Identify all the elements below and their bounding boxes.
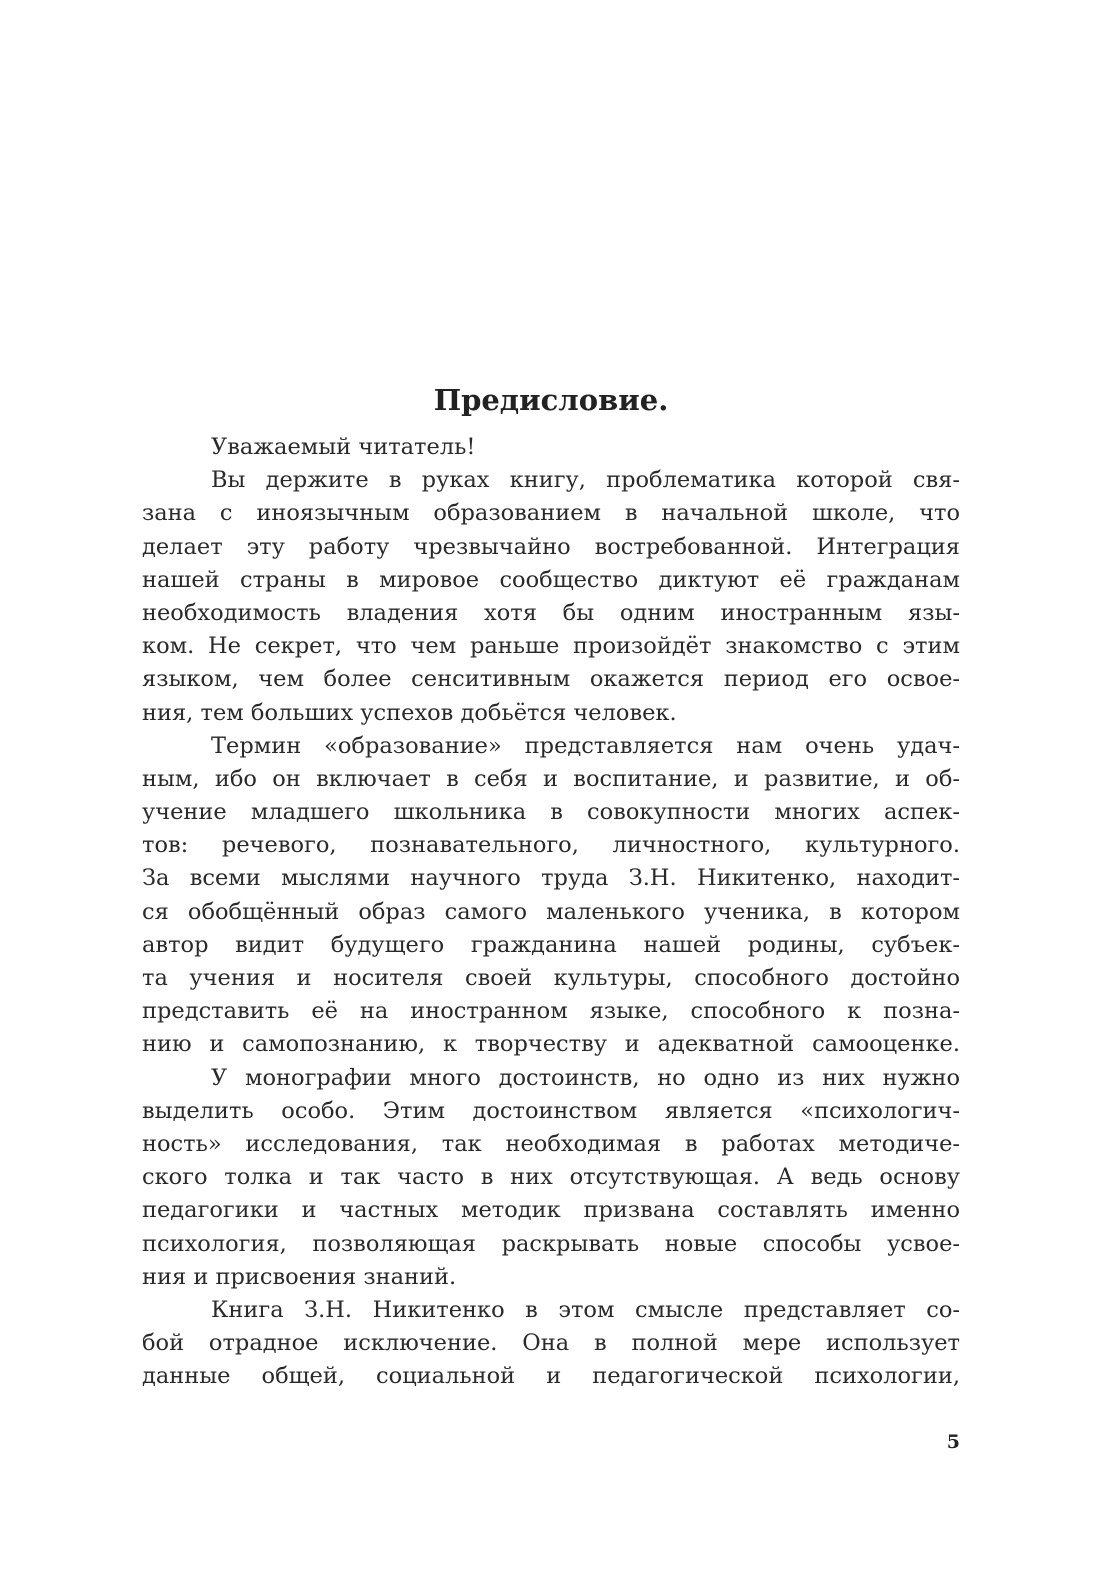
text-line: представить её на иностранном языке, способного к позна-: [142, 998, 960, 1025]
page-number: 5: [946, 1431, 960, 1453]
text-line: учение младшего школьника в совокупности многих аспек-: [142, 799, 960, 826]
text-line: педагогики и частных методик призвана составлять именно: [142, 1197, 960, 1224]
text-line: та учения и носителя своей культуры, способного достойно: [142, 965, 960, 991]
text-line: необходимость владения хотя бы одним иностранным язы-: [142, 599, 960, 626]
text-line: Уважаемый читатель!: [211, 434, 476, 460]
text-line: ся обобщённый образ самого маленького ученика, в котором: [142, 898, 960, 925]
text-line: Книга З.Н. Никитенко в этом смысле представляет со-: [211, 1296, 960, 1323]
text-line: языком, чем более сенситивным окажется период его освое-: [142, 666, 960, 693]
text-line: ком. Не секрет, что чем раньше произойдёт знакомство с этим: [142, 633, 960, 660]
text-line: выделить особо. Этим достоинством является «психологич-: [142, 1097, 960, 1124]
page-title: Предисловие.: [433, 383, 669, 417]
text-line: психология, позволяющая раскрывать новые способы усвое-: [142, 1230, 960, 1257]
text-line: нию и самопознанию, к творчеству и адекватной самооценке.: [142, 1031, 960, 1058]
text-line: ния, тем больших успехов добьётся человек.: [142, 699, 677, 726]
text-line: ского толка и так часто в них отсутствующая. А ведь основу: [142, 1164, 960, 1191]
text-line: бой отрадное исключение. Она в полной мере использует: [142, 1330, 960, 1357]
text-line: делает эту работу чрезвычайно востребованной. Интеграция: [142, 533, 960, 560]
text-line: нашей страны в мировое сообщество диктуют её гражданам: [142, 566, 960, 593]
text-line: тов: речевого, познавательного, личностного, культурного.: [142, 832, 960, 859]
text-line: Вы держите в руках книгу, проблематика которой свя-: [211, 467, 960, 494]
text-line: автор видит будущего гражданина нашей родины, субъек-: [142, 931, 960, 958]
text-line: зана с иноязычным образованием в начальной школе, что: [142, 500, 960, 527]
text-line: ния и присвоения знаний.: [142, 1263, 457, 1290]
text-line: Термин «образование» представляется нам очень удач-: [211, 732, 960, 759]
text-line: ным, ибо он включает в себя и воспитание, и развитие, и об-: [142, 765, 960, 792]
text-line: У монографии много достоинств, но одно из них нужно: [211, 1064, 960, 1091]
text-line: За всеми мыслями научного труда З.Н. Никитенко, находит-: [142, 865, 960, 892]
text-line: ность» исследования, так необходимая в работах методиче-: [142, 1130, 960, 1157]
text-line: данные общей, социальной и педагогической психологии,: [142, 1363, 960, 1390]
body-text: [142, 431, 960, 1393]
